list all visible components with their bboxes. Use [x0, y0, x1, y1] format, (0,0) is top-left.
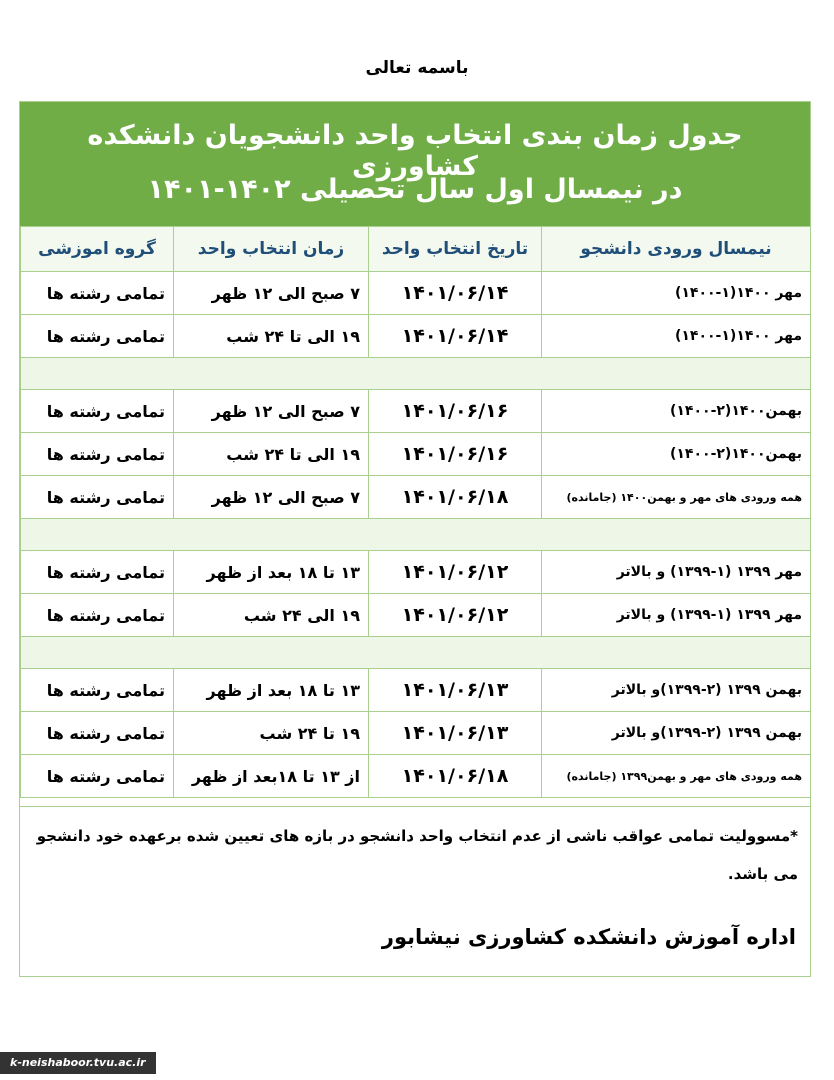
responsibility-note [20, 806, 810, 976]
column-header-entry: نیمسال ورودی دانشجو [542, 227, 811, 272]
table-row [21, 551, 811, 594]
date-cell: ۱۴۰۱/۰۶/۱۲ [369, 551, 542, 594]
separator-cell [21, 637, 811, 669]
table-row [21, 272, 811, 315]
title-banner [20, 102, 810, 226]
date-cell: ۱۴۰۱/۰۶/۱۶ [369, 433, 542, 476]
group-cell: تمامی رشته ها [21, 272, 174, 315]
schedule-table [20, 226, 811, 798]
date-cell: ۱۴۰۱/۰۶/۱۶ [369, 390, 542, 433]
time-cell: ۱۳ تا ۱۸ بعد از ظهر [174, 551, 369, 594]
entry-cell: همه ورودی های مهر و بهمن۱۳۹۹ (جامانده) [542, 755, 811, 798]
date-cell: ۱۴۰۱/۰۶/۱۳ [369, 669, 542, 712]
office-signature: اداره آموزش دانشکده کشاورزی نیشابور [381, 925, 796, 949]
separator-cell [21, 358, 811, 390]
time-cell: ۱۹ الی تا ۲۴ شب [174, 433, 369, 476]
separator-row [21, 358, 811, 390]
group-cell: تمامی رشته ها [21, 551, 174, 594]
date-cell: ۱۴۰۱/۰۶/۱۸ [369, 476, 542, 519]
time-cell: ۱۹ تا ۲۴ شب [174, 712, 369, 755]
group-cell: تمامی رشته ها [21, 594, 174, 637]
group-cell: تمامی رشته ها [21, 712, 174, 755]
date-cell: ۱۴۰۱/۰۶/۱۲ [369, 594, 542, 637]
time-cell: ۷ صبح الی ۱۲ ظهر [174, 272, 369, 315]
entry-cell: بهمن۱۴۰۰(۲-۱۴۰۰) [542, 433, 811, 476]
schedule-sheet [19, 101, 811, 977]
date-cell: ۱۴۰۱/۰۶/۱۴ [369, 315, 542, 358]
table-row [21, 433, 811, 476]
table-row [21, 712, 811, 755]
column-header-time: زمان انتخاب واحد [174, 227, 369, 272]
entry-cell: بهمن ۱۳۹۹ (۲-۱۳۹۹)و بالاتر [542, 669, 811, 712]
date-cell: ۱۴۰۱/۰۶/۱۸ [369, 755, 542, 798]
date-cell: ۱۴۰۱/۰۶/۱۴ [369, 272, 542, 315]
entry-cell: مهر ۱۴۰۰(۱-۱۴۰۰) [542, 315, 811, 358]
group-cell: تمامی رشته ها [21, 390, 174, 433]
entry-cell: مهر ۱۳۹۹ (۱-۱۳۹۹) و بالاتر [542, 551, 811, 594]
group-cell: تمامی رشته ها [21, 669, 174, 712]
separator-row [21, 519, 811, 551]
column-header-group: گروه اموزشی [21, 227, 174, 272]
date-cell: ۱۴۰۱/۰۶/۱۳ [369, 712, 542, 755]
group-cell: تمامی رشته ها [21, 433, 174, 476]
time-cell: ۷ صبح الی ۱۲ ظهر [174, 390, 369, 433]
separator-row [21, 637, 811, 669]
separator-cell [21, 519, 811, 551]
page-heading: باسمه تعالی [365, 58, 469, 78]
time-cell: ۱۳ تا ۱۸ بعد از ظهر [174, 669, 369, 712]
table-header-row [21, 227, 811, 272]
group-cell: تمامی رشته ها [21, 755, 174, 798]
time-cell: از ۱۳ تا ۱۸بعد از ظهر [174, 755, 369, 798]
table-row [21, 594, 811, 637]
group-cell: تمامی رشته ها [21, 315, 174, 358]
time-cell: ۱۹ الی تا ۲۴ شب [174, 315, 369, 358]
table-row [21, 390, 811, 433]
note-text: *مسوولیت تمامی عواقب ناشی از عدم انتخاب واحد دانشجو در بازه های تعیین شده برعهده خود دانشجو می باشد. [36, 827, 798, 883]
footer-url: k-neishaboor.tvu.ac.ir [0, 1052, 156, 1074]
time-cell: ۱۹ الی ۲۴ شب [174, 594, 369, 637]
entry-cell: بهمن۱۴۰۰(۲-۱۴۰۰) [542, 390, 811, 433]
group-cell: تمامی رشته ها [21, 476, 174, 519]
entry-cell: مهر ۱۴۰۰(۱-۱۴۰۰) [542, 272, 811, 315]
table-row [21, 476, 811, 519]
table-row [21, 315, 811, 358]
table-row [21, 669, 811, 712]
title-line-2: در نیمسال اول سال تحصیلی ۱۴۰۲-۱۴۰۱ [147, 174, 683, 205]
entry-cell: مهر ۱۳۹۹ (۱-۱۳۹۹) و بالاتر [542, 594, 811, 637]
entry-cell: همه ورودی های مهر و بهمن۱۴۰۰ (جامانده) [542, 476, 811, 519]
column-header-date: تاریخ انتخاب واحد [369, 227, 542, 272]
table-row [21, 755, 811, 798]
entry-cell: بهمن ۱۳۹۹ (۲-۱۳۹۹)و بالاتر [542, 712, 811, 755]
time-cell: ۷ صبح الی ۱۲ ظهر [174, 476, 369, 519]
title-line-1: جدول زمان بندی انتخاب واحد دانشجویان دانشکده کشاورزی [87, 120, 743, 182]
